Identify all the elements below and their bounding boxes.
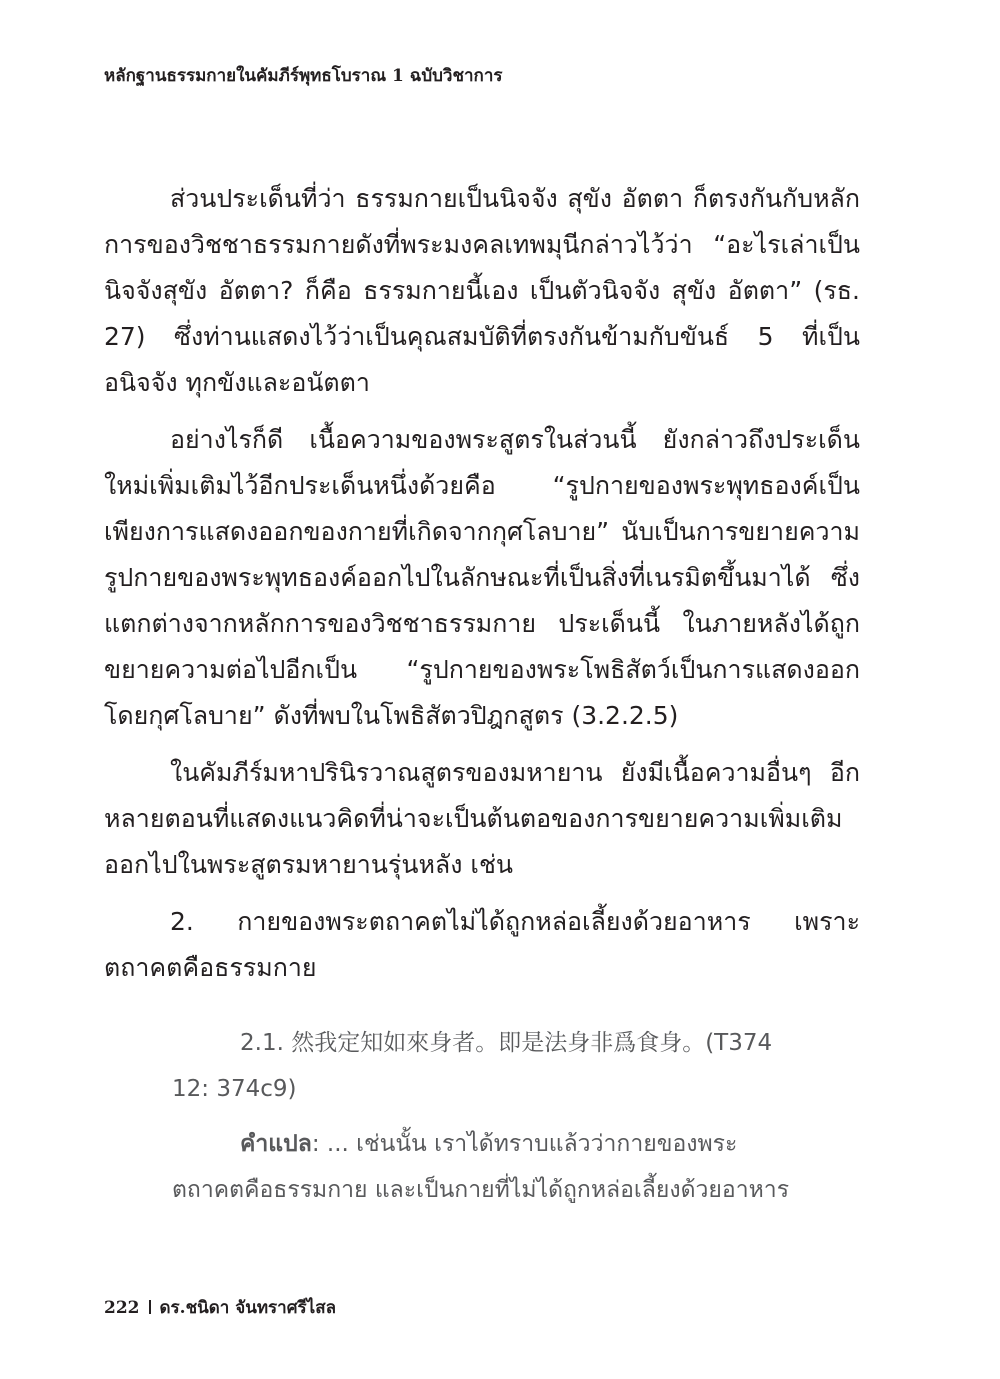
page-footer: [104, 1294, 336, 1321]
translation-block: [172, 1121, 798, 1213]
running-header: หลักฐานธรรมกายในคัมภีร์พุทธโบราณ 1 ฉบับวิชาการ: [104, 66, 503, 86]
paragraph: 2. กายของพระตถาคตไม่ได้ถูกหล่อเลี้ยงด้วยอาหาร เพราะตถาคตคือธรรมกาย: [104, 907, 860, 982]
translation-body: : ... เช่นนั้น เราได้ทราบแล้วว่ากายของพระตถาคตคือธรรมกาย และเป็นกายที่ไม่ได้ถูกหล่อเลี้ยงด้วยอาหาร: [172, 1131, 790, 1203]
citation-text: 2.1. 然我定知如來身者。即是法身非爲食身。(T374 12: 374c9): [172, 1030, 773, 1102]
paragraph: ในคัมภีร์มหาปรินิรวาณสูตรของมหายาน ยังมีเนื้อความอื่นๆ อีกหลายตอนที่แสดงแนวคิดที่น่าจะเป็นต้นตอของการขยายความเพิ่มเติมออกไปในพระสูตรมหายานรุ่นหลัง เช่น: [104, 758, 860, 879]
chinese-citation: [172, 1020, 798, 1112]
body-text: [104, 176, 860, 991]
paragraph: ส่วนประเด็นที่ว่า ธรรมกายเป็นนิจจัง สุขัง อัตตา ก็ตรงกันกับหลักการของวิชชาธรรมกายดังที่พระมงคลเทพมุนีกล่าวไว้ว่า “อะไรเล่าเป็นนิจจังสุขัง อัตตา? ก็คือ ธรรมกายนี้เอง เป็นตัวนิจจัง สุขัง อัตตา” (รธ. 27) ซึ่งท่านแสดงไว้ว่าเป็นคุณสมบัติที่ตรงกันข้ามกับขันธ์ 5 ที่เป็นอนิจจัง ทุกขังและอนัตตา: [104, 184, 860, 397]
paragraph: อย่างไรก็ดี เนื้อความของพระสูตรในส่วนนี้ ยังกล่าวถึงประเด็นใหม่เพิ่มเติมไว้อีกประเด็นหนึ่งด้วยคือ “รูปกายของพระพุทธองค์เป็นเพียงการแสดงออกของกายที่เกิดจากกุศโลบาย” นับเป็นการขยายความรูปกายของพระพุทธองค์ออกไปในลักษณะที่เป็นสิ่งที่เนรมิตขึ้นมาได้ ซึ่งแตกต่างจากหลักการของวิชชาธรรมกาย ประเด็นนี้ ในภายหลังได้ถูกขยายความต่อไปอีกเป็น “รูปกายของพระโพธิสัตว์เป็นการแสดงออกโดยกุศโลบาย” ดังที่พบในโพธิสัตวปิฎกสูตร (3.2.2.5): [104, 425, 860, 730]
translation-text: [172, 1121, 798, 1213]
author-name: ดร.ชนิดา จันทราศรีไสล: [159, 1298, 336, 1318]
page-number: 222: [104, 1298, 140, 1318]
translation-label: คำแปล: [240, 1131, 312, 1157]
footer-divider: [149, 1300, 151, 1314]
